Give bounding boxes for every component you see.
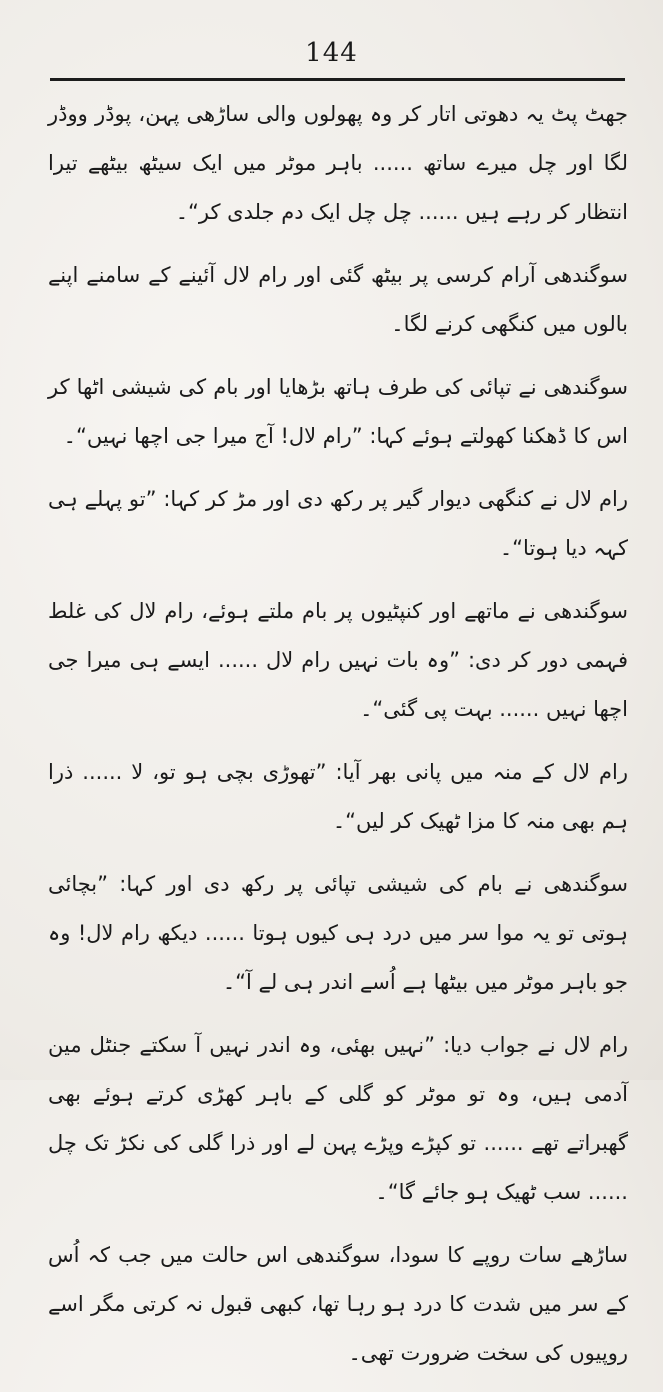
page-body [48,90,628,1392]
header-rule [50,78,625,81]
paragraph: سوگندھی نے بام کی شیشی تپائی پر رکھ دی اور کہا: ”بچائی ہوتی تو یہ موا سر میں درد ہی کیوں ہوتا ...... دیکھ رام لال! وہ جو باہر موٹر میں بیٹھا ہے اُسے اندر ہی لے آ“۔ [48,872,628,994]
paragraph: سوگندھی آرام کرسی پر بیٹھ گئی اور رام لال آئینے کے سامنے اپنے بالوں میں کنگھی کرنے لگا۔ [48,263,628,336]
paragraph: ساڑھے سات روپے کا سودا، سوگندھی اس حالت میں جب کہ اُس کے سر میں شدت کا درد ہو رہا تھا، کبھی قبول نہ کرتی مگر اسے روپیوں کی سخت ضرورت تھی۔ [48,1243,628,1365]
paragraph: سوگندھی نے ماتھے اور کنپٹیوں پر بام ملتے ہوئے، رام لال کی غلط فہمی دور کر دی: ”وہ بات نہیں رام لال ...... ایسے ہی میرا جی اچھا نہیں ...... بہت پی گئی“۔ [48,599,628,721]
paragraph: جھٹ پٹ یہ دھوتی اتار کر وہ پھولوں والی ساڑھی پہن، پوڈر ووڈر لگا اور چل میرے ساتھ ...... باہر موٹر میں ایک سیٹھ بیٹھے تیرا انتظار کر رہے ہیں ...... چل چل ایک دم جلدی کر“۔ [48,102,628,224]
paragraph: رام لال کے منہ میں پانی بھر آیا: ”تھوڑی بچی ہو تو، لا ...... ذرا ہم بھی منہ کا مزا ٹھیک کر لیں“۔ [48,760,628,833]
paragraph: سوگندھی نے تپائی کی طرف ہاتھ بڑھایا اور بام کی شیشی اٹھا کر اس کا ڈھکنا کھولتے ہوئے کہا: ”رام لال! آج میرا جی اچھا نہیں“۔ [48,375,628,448]
paragraph: رام لال نے کنگھی دیوار گیر پر رکھ دی اور مڑ کر کہا: ”تو پہلے ہی کہہ دیا ہوتا“۔ [48,487,628,560]
page-number: 144 [305,38,358,68]
paragraph: رام لال نے جواب دیا: ”نہیں بھئی، وہ اندر نہیں آ سکتے جنٹل مین آدمی ہیں، وہ تو موٹر کو گلی کے باہر کھڑی کرتے ہوئے بھی گھبراتے تھے ...... تو کپڑے وپڑے پہن لے اور ذرا گلی کی نکڑ تک چل ...... سب ٹھیک ہو جائے گا“۔ [48,1033,628,1204]
